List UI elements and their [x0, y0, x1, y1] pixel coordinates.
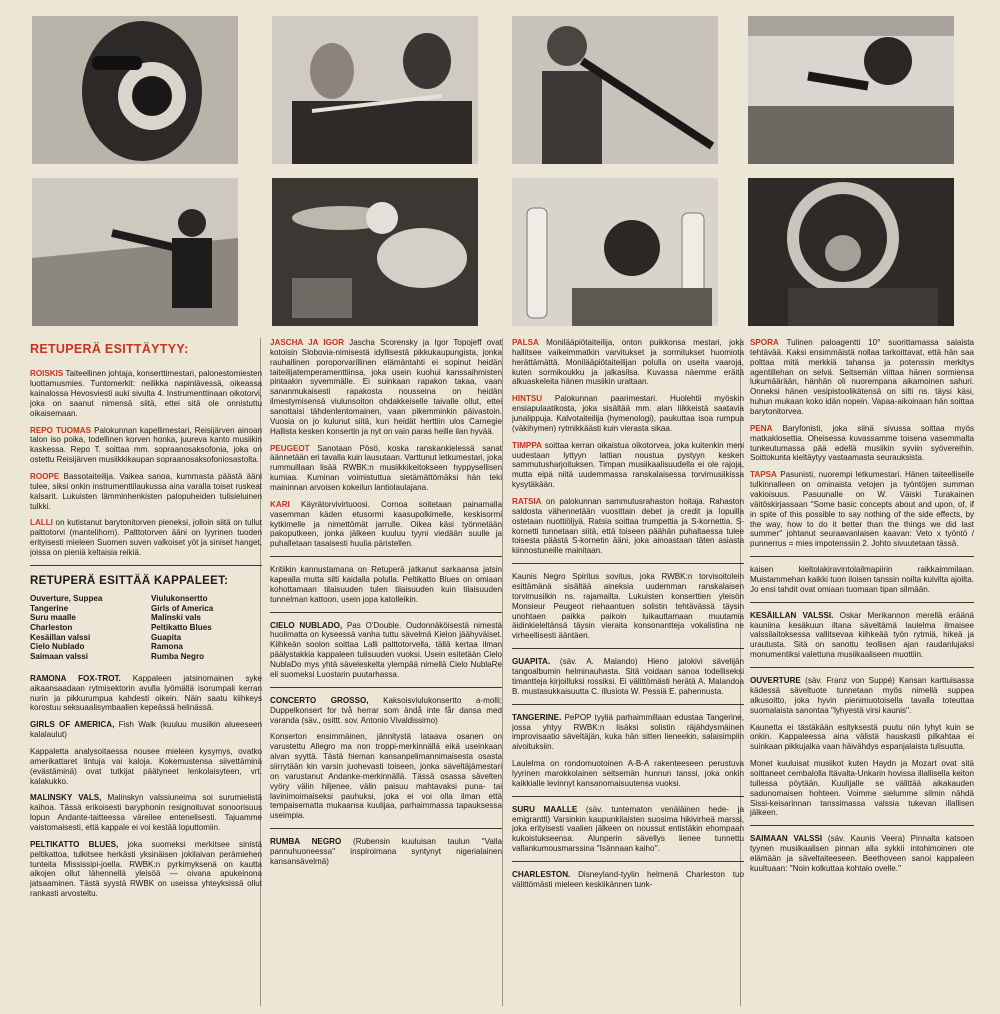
section-divider	[512, 563, 744, 564]
member-entry: SPORA Tulinen paloagentti 10° suorittamassa salaista tehtävää. Kaksi ensimmäistä nollaa tarkoittavat, että hän saa polttaa mitä merkkiä tahansa ja potenssin merkitys agentillehan on selvä. Seitsemän viittaa hänen sormiensa lukumäärään, hänhän oli nuorempana aikamoinen sahuri. Onneksi hänen vesipistoolikätensä on silti ns. täysi käsi, huhun mukaan koko idän nopein. Vapaa-aikoinaan hän soittaa barytonitorvea.	[750, 338, 974, 417]
section-divider	[512, 704, 744, 705]
member-list	[30, 369, 262, 558]
member-entry: TAPSA Pasunisti, nuorempi letkumestari. Hänen taiteelliselle tulkinnalleen on ominaista vetojen ja työntöjen summan vakioisuus. Pasuunalle on W. Väiski Turakainen väitöskirjassaan ''Some basic concepts about and upon, of, if in spite of this possible to say nothing of the side effects, by the way, how to do it better than the things we did last summer'' johtanut seuraavanlaisen kaavan: Veto x työntö / punnerrus = mies impotenssiin 2. Johto sivuutetaan tässä.	[750, 470, 974, 549]
section-divider	[512, 861, 744, 862]
track-note: CIELO NUBLADO, Pas O'Double. Oudonnäköisestä nimestä huolimatta on kyseessä vanha tuttu sävelmä Kielon jäähyväiset. Kiihkeän soolon soittaa Lalli palttotorvella, tällä kertaa ilman päälystakkia kappaleen tulisuuden vuoksi. Usein esitetään Cielo NublaDo mys yhtä säveleskelta ylempää nimellä Cielo NublaRe eli suomeksi Luostarin puutarhassa.	[270, 620, 502, 679]
section-divider	[270, 612, 502, 613]
track-item: Tangerine	[30, 603, 69, 613]
track-item: Guapita	[151, 632, 182, 642]
intro-paragraph: Kaunis Negro Spiritus sovitus, joka RWBK:n torvisoitolein esittämänä sisältää aineksia uudemman ranskalaisen torvimusiikin ns. rajamailta. Lukuisten konserttien yleisön Monsieur Peugeot riehaantuen solistin tehtävässä täysin unohtaen paikka paikoin luikauttamaan muutamia äidinkieleltänsä täysin vieraita konsonantteja vokalistina ne virheellisesti ääntäen.	[512, 572, 744, 641]
track-item: Rumba Negro	[151, 652, 205, 662]
track-note: Monet kuuluisat musiikot kuten Haydn ja Mozart ovat sitä soittaneet cembalolla Itävalta-Unkarin hovissa illallisella keiton tullessa pöytään. Kuulijalle se välittää aikakauden sadunomaisen hohteen. Voimme sielumme silmin nähdä Sissi-keisarinnan tanssimassa valssia tukevan illallisen jälkeen.	[750, 759, 974, 818]
track-item: Viulukonsertto	[151, 593, 208, 603]
member-entry: HINTSU Palokunnan paarimestari. Huolehtii myöskin ensiapulaatikosta, joka sisältää mm. alan liikkeistä saatavia junalippuja. Kalvotaiteilija (hymenologi), paukuttaa isoa rumpua (väkihymen) rytmikkäästi kuin vierasta sikaa.	[512, 394, 744, 433]
track-note: CONCERTO GROSSO, Kaksoisviulukonsertto a-molli; Duppelkonsert for två herrar som ändå inte får dansa med varanda (säv., osittt. sov. Antonio Vivaldissimo)	[270, 695, 502, 725]
member-entry: ROISKIS Taiteellinen johtaja, konserttimestari, palonestomiesten luottamusmies. Tuntomerkit: neilikka napinlävessä, oikeassa kainalossa Hevosviesti auki sivulta 4. Instrumenttinaan oikotorvi, joka on saanut nimensä siitä, ettei sitä ole onnistuttu oikaisemaan.	[30, 369, 262, 418]
track-item: Malinski vals	[151, 613, 201, 623]
track-note: GIRLS OF AMERICA, Fish Walk (kuuluu musiikin alueeseen kalalaulut)	[30, 720, 262, 740]
track-item: Girls of America	[151, 603, 214, 613]
member-entry: REPO TUOMAS Palokunnan kapellimestari, Reisijärven ainoan talon iso poika, todellinen korven honka, juureva kanto musiikin kaskessa. Repo T. soittaa mm. sopraanosaksofonia, joka on ostettu Reisijärven musiikkikaupan sopraanosaksofoniosastolta.	[30, 425, 262, 465]
section-title-members: RETUPERÄ ESITTÄYTYY:	[30, 342, 189, 356]
member-entry: PALSA Monilääpiötaiteilija, onton puikkonsa mestari, joka hallitsee vaikeimmatkin varvitukset ja sormitukset huomiota herättämättä. Monilääpiötaiteilijan polulla on useita vaaroja, kuten sormikoukku ja jalkasilsa. Kuvassa näemme eräitä alkuaskeleita hänen musiikin uraltaan.	[512, 338, 744, 387]
track-item: Suru maalle	[30, 613, 76, 623]
track-note: OUVERTURE (säv. Franz von Suppé) Kansan karttuisassa kädessä säveltuote tunnetaan myös nimellä suppea alkusoitto, joka hyvin pienimuotoisella tavalla toteuttaa suomalaista sanontaa ''lyhyestä virsi kaunis''.	[750, 676, 974, 715]
car-window-photo	[748, 16, 954, 164]
section-divider	[270, 556, 502, 557]
intro-paragraph: kaisen kieltolakiravintolailmapiirin raikkaimmilaan. Muistammehan kaikki tuon iloisen tanssin noilta kuivilta ajoilta. Jo ensi tahdit ovat omiaan tuomaan tipan silmään.	[750, 565, 974, 594]
intro-paragraph: Kritiikin kannustamana on Retuperä jatkanut sarkaansa jatsin kapealla mutta silti kaidalla polulla. Peltikatto Blues on omiaan kohottamaan tilaisuuden tulen tilaisuuden kuin tilaisuuden tunnelman kattoon, usein jopa katolleikin.	[270, 565, 502, 604]
text-column-4	[750, 338, 974, 1006]
text-column-1	[30, 338, 262, 1006]
track-item: Kesäillan valssi	[30, 632, 91, 642]
track-note: SURU MAALLE (säv. tuntematon venäläinen hede- ja emigrantti) Varsinkin kaupunkilaisten suosima hikivirheä marssi, joka erityisesti vaalien jälkeen on noussut entistäkin ehompaan kukoistukseensa. Alunperin sävellys lienee tunnettu vallankumousmarssina ''Isännaan kaiho''.	[512, 804, 744, 854]
bottles-helmet-photo	[512, 178, 718, 326]
track-item: Ouverture, Suppea	[30, 593, 103, 603]
text-column-3	[512, 338, 744, 1006]
track-list-left	[30, 594, 141, 662]
track-note: Kaunetta ei tästäkään esityksestä puutu niin lyhyt kuin se onkin. Kappaleessa aina välistä hauskasti pilkahtaa ei suinkaan pikkujalka vaan häivähdys espanjalaista tulisuutta.	[750, 722, 974, 752]
section-divider	[270, 687, 502, 688]
trumpet-player-photo	[32, 16, 238, 164]
member-entry: JASCHA JA IGOR Jascha Scorensky ja Igor Topojeff ovat kotoisin Slobovia-nimisestä idyllisestä pikkukaupungista, jonka rauhallinen poroporvarillinen elämäntahti ei sopinut heidän taiteilijatemperamenttiinsa, joka usein kuohui kanssaihmisten pintaakin syvemmälle. Ei suinkaan rapakon takaa, vaan sananmukaisesti rapakosta nousseina on heidän ilmestymisensä viulunsoiton ohdakkeiselle taivalle ollut, ettei sanottaisi tähdenlentomainen, vaan pikemminkin päivastoin. Vuosia on jo kulunut siitä, kun heidät herttiin ulos Carnegie Hallista kesken konsertin ja nyt on vain paras heille ilan hyvää.	[270, 338, 502, 436]
section-divider	[750, 825, 974, 826]
member-entry: PEUGEOT Sanotaan Pösö, koska ranskankielessä sanat äännetään eri tavalla kuin lausutaan. Varttunut letkumestari, joka rummuillaan lisää RWBK:n musiikkikeitokseen hyppysellisen kumiaa. Kuminan voimistuttua sietämättömäksi hän teki maininnan arvoisen kokeilun lantiolaulajana.	[270, 443, 502, 493]
track-item: Ramona	[151, 642, 183, 652]
track-note: Laulelma on rondomuotoinen A-B-A rakenteeseen perustuva lyyrinen marokkolainen seitsemän hunnun tanssi, joka onkin kaikkialle levinnyt kansanomaisuutensa vuoksi.	[512, 759, 744, 788]
section-divider	[512, 648, 744, 649]
member-entry: KARI Käyrätorvivirtuoosi. Cornoa soitetaan painamalla vasemman käden etusormi kaasupolkimelle, keskisormi kytkimelle ja nimettömät jarrulle. Oikea käsi työnnetään pakoputkeen, jonka jälkeen kuuluu tyyni viedään suulle ja puhalletaan tasaisesti huulia päristellen.	[270, 499, 502, 549]
member-entry: RATSIA on palokunnan sammutusrahaston hoitaja. Rahaston saldosta vähennetään vuosittain debet ja credit ja lopuilla ostetaan nuottiöljyä. Ratsia soittaa trumpettia ja S-kornettia. S-kornetti tunnetaan siitä, että toiseen päähän puhaltaessa tulee toisesta päästä S-kornetin ääni, joka ainoastaan täten asiasta kiinnostuneille mainitaan.	[512, 497, 744, 556]
track-list-right	[151, 594, 262, 662]
track-note: RUMBA NEGRO (Rubensin kuuluisan taulun ''Valla pannuhuoneessa'' inspiroimana syntynyt nigerialainen kansansävelmä)	[270, 837, 502, 866]
tuba-player-photo	[748, 178, 954, 326]
track-note: MALINSKY VALS, Malinskyn valssiuneima soi surumielistä kaihoa. Tässä erikoisesti baryphonin resignoituvat sonoorisuus lopun Andante-taitteessa väreilee entenelisesti. Tajuamme vaistomaisesti, että kappale ei voi kestää loputtomiin.	[30, 793, 262, 832]
clarinet-player-photo	[512, 16, 718, 164]
section-title-tracks: RETUPERÄ ESITTÄÄ KAPPALEET:	[30, 574, 229, 587]
track-note: TANGERINE. PePOP tyyliä parhaimmillaan edustaa Tangerine, jossa yhtyy RWBK:n lisäksi solistin räjähdysmäinen improvisaatio säveltäjän, kuka hän sitten lieneekin, salaisimpiin aivoituksiin.	[512, 712, 744, 752]
section-divider	[750, 556, 974, 557]
pointing-man-photo	[32, 178, 238, 326]
track-note: KESÄILLAN VALSSI. Oskar Merikannon merellä eräänä kauniina kesäkuun iltana säveltämä laulelma ilmaisee valssilaitoksessa vallitsevaa kiihkeää työn rytmiä, hikeä ja urautusta. Sitä on sanottu teollisen ajan raudanlujaksi monumentiksi valettuna musiikaaliseen muottiin.	[750, 610, 974, 660]
track-note: CHARLESTON. Disneyland-tyylin helmenä Charleston tuo välittömästi mieleen keskiikännen tunk-	[512, 869, 744, 889]
section-divider	[750, 602, 974, 603]
column-divider	[502, 338, 503, 1006]
track-note: PELTIKATTO BLUES, joka suomeksi merkitsee sinistä peltikattoa, tulkitsee herkästi yksinäisen jokilaivan perämiehen tunteita Mississipi-joella. RWBK:n pyrkimyksenä on kautta aikojen ollut lähennellä yleisöä — oivana apukeinona jatsaaminen. Tästä syystä RWBK on useissa yhteyksissä ollut rankasti arvosteltu.	[30, 839, 262, 899]
track-item: Charleston	[30, 622, 73, 632]
text-column-2	[270, 338, 502, 1006]
photo-grid	[0, 0, 1000, 330]
track-note: GUAPITA. (säv. A. Malando) Hieno jalokivi sävelijän tangoalbumin helminauhasta. Sitä voidaan sanoa todelliseksi timantteja kirjoilluksi rossiksi. Ei välittömästi herätä A. Malandoa B. mustasukkaisuutta C. illusiota W. Pessiä E. pahennusta.	[512, 657, 744, 696]
track-item: Saimaan valssi	[30, 652, 89, 662]
track-note: Konserton ensimmäinen, jännitystä lataava osanen on varustettu Allegro ma non troppi-merkinnällä eikä useinkaan aivan syyttä. Tästä hieman kansanpelimannimaisesta osasta siirrytään kin varsin juohevasti toiseen, jonka säveltäjämestari on varustanut Andanke-merkinnällä. Tässä osassa sävelten vyöry välin hiljenee, välin paisuu mahtavaksi puna- tai lavinimoimaiseksi pauhuksi, joka ei voi olla ilman että tempaisematta mukaansa kuulijaa, parhaimmassa tapauksessa useimpia.	[270, 732, 502, 821]
track-note: SAIMAAN VALSSI (säv. Kaunis Veera) Pinnalta katsoen tyynen musiikaalisen pinnan alla sykkii intohimoinen ote elämään ja säveltaiteeseen. Beethoveen sanoi kappaleen kuultuaan: ''Noin kolkuttaa kohtalo ovelle.''	[750, 834, 974, 873]
track-item: Cielo Nublado	[30, 642, 85, 652]
section-divider	[750, 667, 974, 668]
track-item: Peltikatto Blues	[151, 622, 212, 632]
track-list	[30, 594, 262, 662]
member-entry: PENA Baryfonisti, joka siinä sivussa soittaa myös matkaklosettia. Oheisessa kuvassamme toisena vasemmalta tunkeutumassa pää edellä musiikin syviin syövereihin. Soittokunta kieltäytyy vastaamasta seurauksista.	[750, 423, 974, 463]
track-note: Kappaletta analysoitaessa nousee mieleen kysymys, ovatko amerikattaret lintuja vai kaloja. Kokemustensa siivettäminä (evästäminä) ovat tutkijat päätyneet lenkolaisyteen, vrt. kalakukko.	[30, 746, 262, 786]
section-divider	[30, 565, 262, 566]
member-entry: TIMPPA soittaa kerran oikaistua oikotorvea, joka kuitenkin meni uudestaan lyttyyn lattian noustua pystyyn kesken sammutusharjoituksen. Timpan musiikaalisuudella ei ole rajoja, mutta eipä niitä uudemmassa ranskalaisessa torvimusiikissa kysytäkään.	[512, 440, 744, 490]
drum-kit-photo	[272, 178, 478, 326]
violin-duo-photo	[272, 16, 478, 164]
member-entry: ROOPE Bassotaiteilija. Vaikea sanoa, kummasta päästä ääni tulee, siksi onkin instrumenttilaukussa aina varalla toiset ruskeat kalsarit. Lukuisten lämminhenkisten palopuheiden tulisieluinen tulkki.	[30, 471, 262, 511]
member-entry: LALLI on kutistanut barytonitorven pieneksi, jolloin siitä on tullut palttotorvi (mantelihorn). Palttotorven ääni on lyyrinen tuoden erityisesti mieleen Suomen suven valkoiset yöt ja siniset hanget, joissa on pieniä keltaisia reikiä.	[30, 518, 262, 557]
section-divider	[512, 796, 744, 797]
section-divider	[270, 828, 502, 829]
track-note: RAMONA FOX-TROT. Kappaleen jatsinomainen syke aikaansaadaan rytmisektorin avulla lyömällä isorumpali kerran nurin ja pikkurumpua kahdesti oikein. Näin saatu kiihkeys korostuu seksuaalisymbaalien kepeässä helinässä.	[30, 673, 262, 713]
